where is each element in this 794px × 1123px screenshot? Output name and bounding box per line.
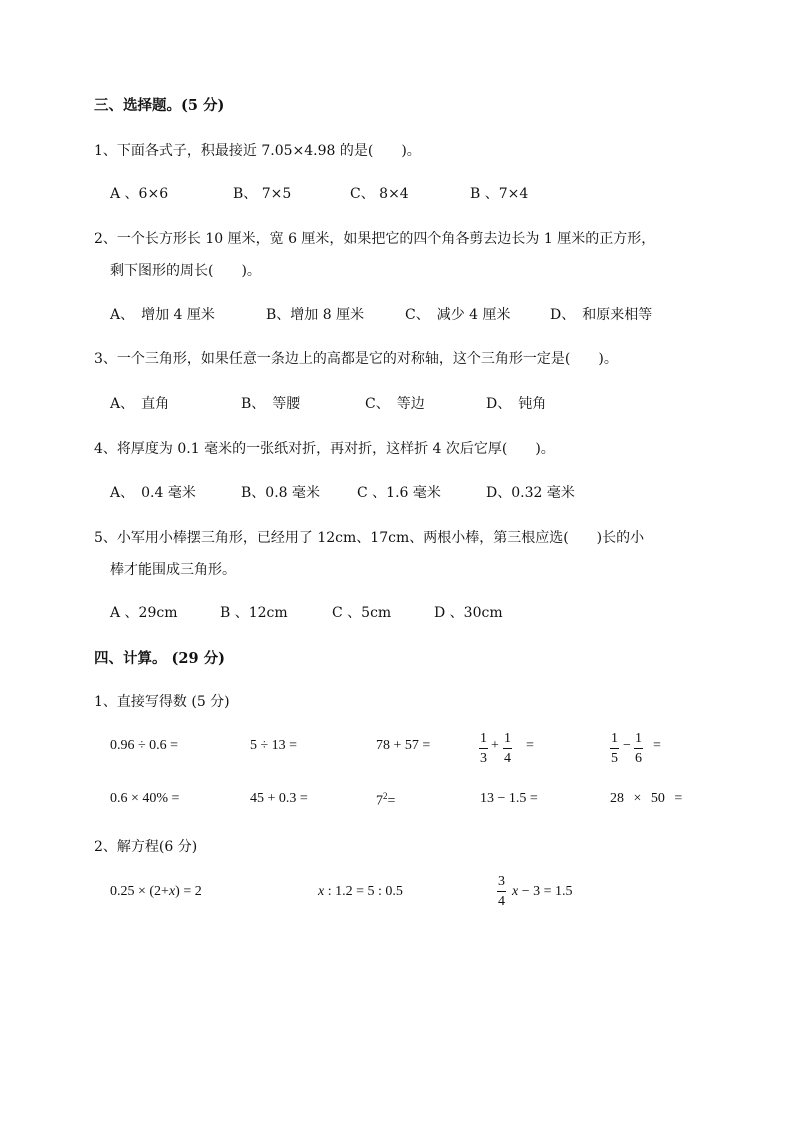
fraction-denominator: 3 — [480, 751, 487, 766]
q4-option-c: C 、1.6 毫米 — [357, 485, 441, 501]
equation-1-right: ) = 2 — [175, 884, 202, 899]
q1-option-b: B、 7×5 — [233, 186, 292, 202]
equation-3-right: − 3 = 1.5 — [518, 884, 573, 899]
question-4-text: 4、将厚度为 0.1 毫米的一张纸对折，再对折，这样折 4 次后它厚( )。 — [94, 441, 555, 457]
q3-option-d: D、 钝角 — [486, 396, 547, 412]
fraction-bar — [503, 748, 512, 749]
fraction-bar — [479, 748, 488, 749]
question-2-text-line2: 剩下图形的周长( )。 — [110, 263, 261, 279]
q3-option-b: B、 等腰 — [241, 396, 301, 412]
q4-option-d: D、0.32 毫米 — [486, 485, 575, 501]
fraction-bar — [634, 748, 643, 749]
calc-1c: 78 + 57 = — [376, 738, 431, 753]
q4-option-a: A、 0.4 毫米 — [110, 485, 196, 501]
q5-option-d: D 、30cm — [434, 605, 503, 621]
q2-option-d: D、 和原来相等 — [550, 307, 653, 323]
calc-q1-title: 1、直接写得数 (5 分) — [94, 694, 230, 710]
variable-x: x — [168, 884, 176, 899]
fraction-one-third — [479, 730, 488, 767]
fraction-numerator: 1 — [635, 731, 642, 746]
q1-option-d: B 、7×4 — [470, 186, 529, 202]
calc-2b: 45 + 0.3 = — [250, 791, 308, 806]
q1-option-c: C、 8×4 — [350, 186, 409, 202]
equals-sign: = — [653, 738, 661, 753]
fraction-one-sixth — [634, 730, 643, 767]
fraction-numerator: 1 — [480, 731, 487, 746]
q2-option-a: A、 增加 4 厘米 — [110, 307, 215, 323]
fraction-one-fourth — [503, 730, 512, 767]
calc-q2-title: 2、解方程(6 分) — [94, 839, 198, 855]
variable-x: x — [512, 884, 519, 899]
calc-2c — [376, 791, 395, 810]
q5-option-a: A 、29cm — [110, 605, 178, 621]
question-3-text: 3、一个三角形，如果任意一条边上的高都是它的对称轴，这个三角形一定是( )。 — [94, 351, 618, 367]
q5-option-b: B 、12cm — [220, 605, 288, 621]
fraction-denominator: 4 — [498, 894, 505, 909]
calc-1b: 5 ÷ 13 = — [250, 738, 298, 753]
equation-1-left: 0.25 × (2+ — [110, 884, 169, 899]
equation-2-right: : 1.2 = 5 : 0.5 — [324, 884, 403, 899]
equation-2 — [318, 884, 403, 900]
calc-2d: 13 − 1.5 = — [480, 791, 538, 806]
fraction-bar — [497, 891, 506, 892]
equation-1 — [110, 884, 202, 900]
fraction-numerator: 1 — [504, 731, 511, 746]
fraction-numerator: 1 — [611, 731, 618, 746]
section-4-title: 四、计算。 (29 分) — [94, 650, 225, 667]
equals-sign: = — [526, 738, 534, 753]
question-2-text: 2、一个长方形长 10 厘米，宽 6 厘米，如果把它的四个角各剪去边长为 1 厘米的正方形， — [94, 231, 656, 247]
fraction-denominator: 4 — [504, 751, 511, 766]
q3-option-a: A、 直角 — [110, 396, 170, 412]
q2-option-c: C、 减少 4 厘米 — [405, 307, 511, 323]
plus-operator: + — [491, 738, 499, 753]
calc-1a: 0.96 ÷ 0.6 = — [110, 738, 179, 753]
minus-operator: − — [623, 738, 631, 753]
equation-3 — [512, 884, 573, 900]
question-5-text: 5、小军用小棒摆三角形，已经用了 12cm、17cm、两根小棒，第三根应选( )长的小 — [94, 530, 645, 546]
variable-x: x — [318, 884, 325, 899]
q3-option-c: C、 等边 — [365, 396, 425, 412]
question-5-text-line2: 棒才能围成三角形。 — [110, 562, 236, 578]
power-base: 7 — [376, 793, 383, 809]
power-exponent: 2 — [383, 791, 388, 801]
fraction-denominator: 6 — [635, 751, 642, 766]
fraction-numerator: 3 — [498, 874, 505, 889]
q5-option-c: C 、5cm — [332, 605, 392, 621]
q4-option-b: B、0.8 毫米 — [241, 485, 321, 501]
q2-option-b: B、增加 8 厘米 — [266, 307, 365, 323]
question-1-text: 1、下面各式子，积最接近 7.05×4.98 的是( )。 — [94, 143, 421, 159]
q1-option-a: A 、6×6 — [110, 186, 169, 202]
fraction-three-fourths — [497, 873, 506, 910]
fraction-one-fifth — [610, 730, 619, 767]
calc-2a: 0.6 × 40% = — [110, 791, 180, 806]
calc-2e: 28 × 50 = — [610, 791, 683, 806]
equals-sign: = — [387, 793, 396, 809]
fraction-bar — [610, 748, 619, 749]
fraction-denominator: 5 — [611, 751, 618, 766]
section-3-title: 三、选择题。(5 分) — [94, 97, 225, 114]
